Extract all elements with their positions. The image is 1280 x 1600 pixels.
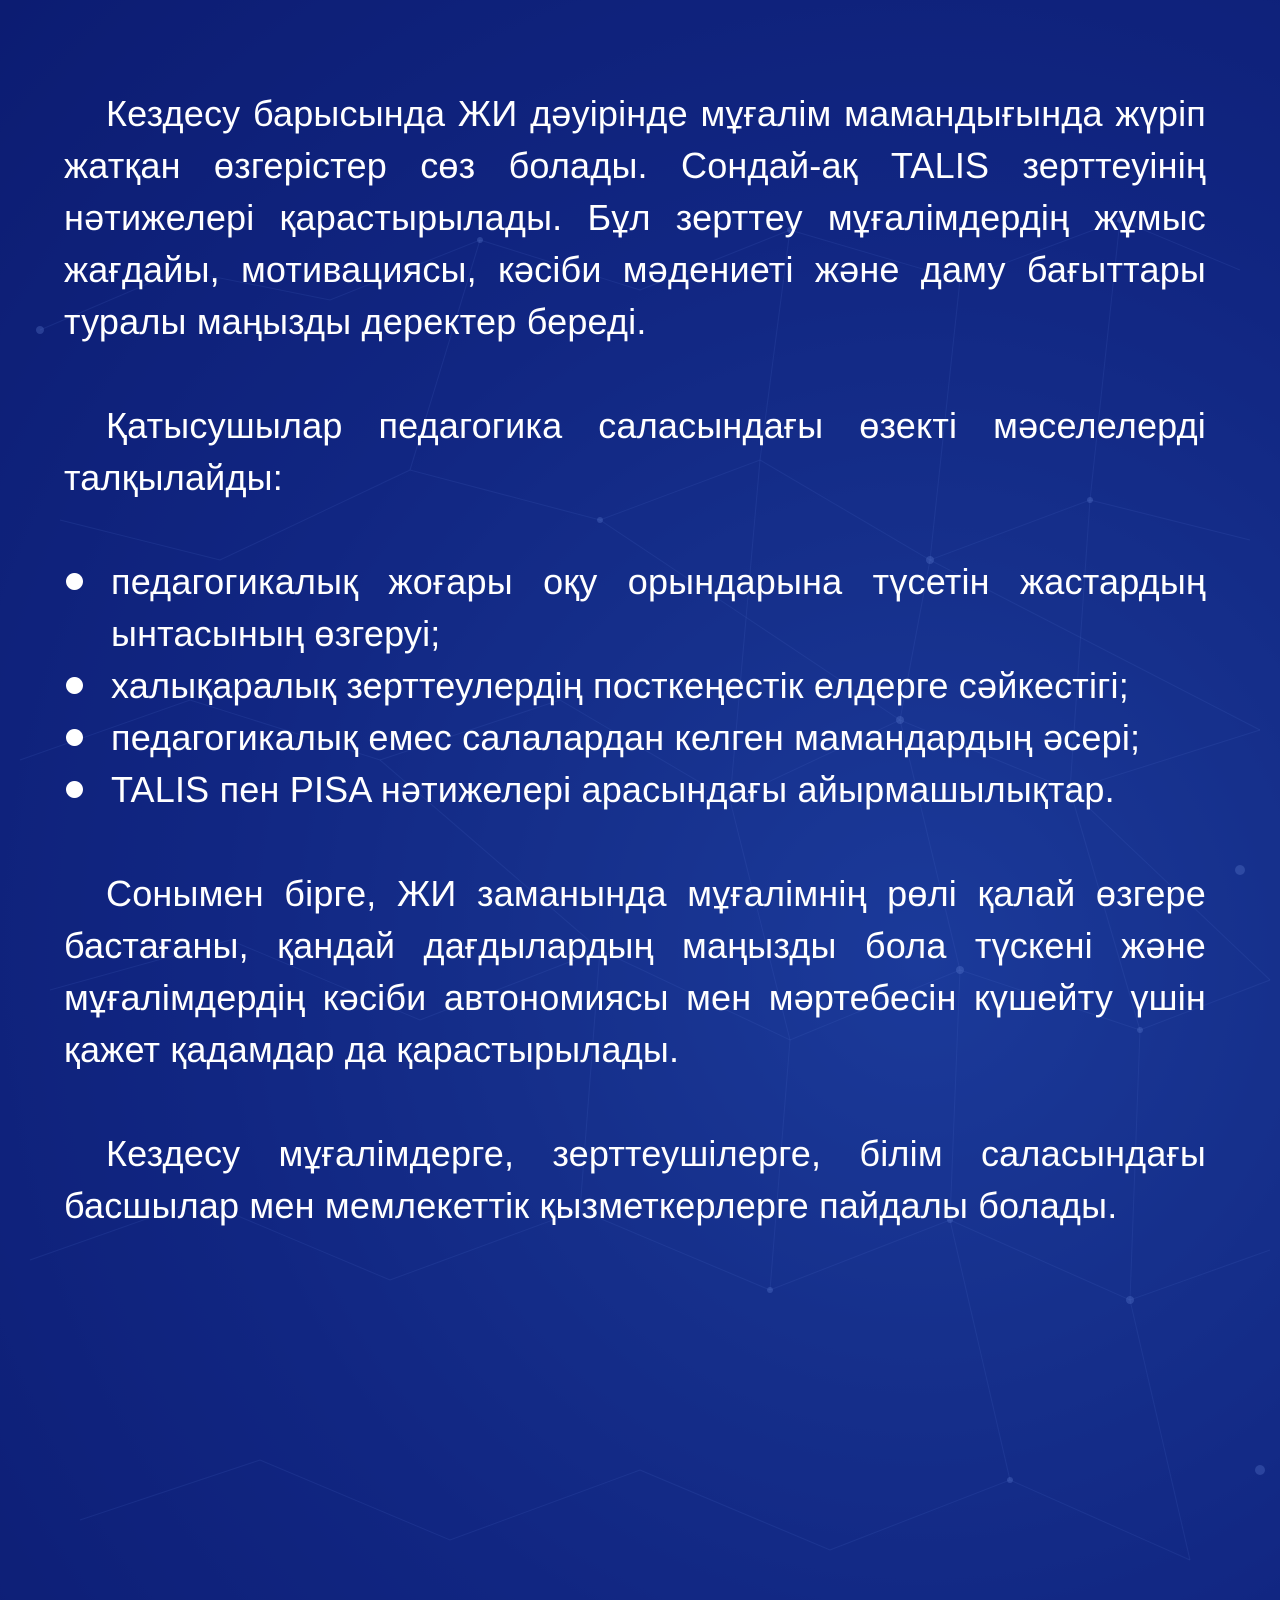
- bullet-dot-icon: [66, 677, 83, 694]
- discussion-topics-list: [64, 556, 1206, 816]
- bullet-dot-icon: [66, 729, 83, 746]
- teacher-role-paragraph: Сонымен бірге, ЖИ заманында мұғалімнің рөлі қалай өзгере бастағаны, қандай дағдылардың маңызды бола түскені және мұғалімдердің кәсіби автономиясы мен мәртебесін күшейту үшін қажет қадамдар да қарастырылады.: [64, 873, 1206, 1070]
- list-item: [64, 556, 1206, 660]
- participants-paragraph: Қатысушылар педагогика саласындағы өзекті мәселелерді талқылайды:: [64, 405, 1206, 498]
- list-item: [64, 660, 1206, 712]
- bullet-dot-icon: [66, 573, 83, 590]
- bullet-dot-icon: [66, 781, 83, 798]
- list-item-text: TALIS пен PISA нәтижелері арасындағы айырмашылықтар.: [111, 769, 1115, 810]
- list-item-text: халықаралық зерттеулердің посткеңестік елдерге сәйкестігі;: [111, 665, 1129, 706]
- list-item-text: педагогикалық жоғары оқу орындарына түсетін жастардың ынтасының өзгеруі;: [111, 561, 1206, 654]
- list-item: [64, 764, 1206, 816]
- announcement-text-block: [64, 88, 1206, 1232]
- list-item: [64, 712, 1206, 764]
- intro-paragraph: Кездесу барысында ЖИ дәуірінде мұғалім мамандығында жүріп жатқан өзгерістер сөз болады. Сондай-ақ TALIS зерттеуінің нәтижелері қарастырылады. Бұл зерттеу мұғалімдердің жұмыс жағдайы, мотивациясы, кәсіби мәдениеті және даму бағыттары туралы маңызды деректер береді.: [64, 93, 1206, 342]
- audience-paragraph: Кездесу мұғалімдерге, зерттеушілерге, білім саласындағы басшылар мен мемлекеттік қызметкерлерге пайдалы болады.: [64, 1133, 1206, 1226]
- list-item-text: педагогикалық емес салалардан келген мамандардың әсері;: [111, 717, 1141, 758]
